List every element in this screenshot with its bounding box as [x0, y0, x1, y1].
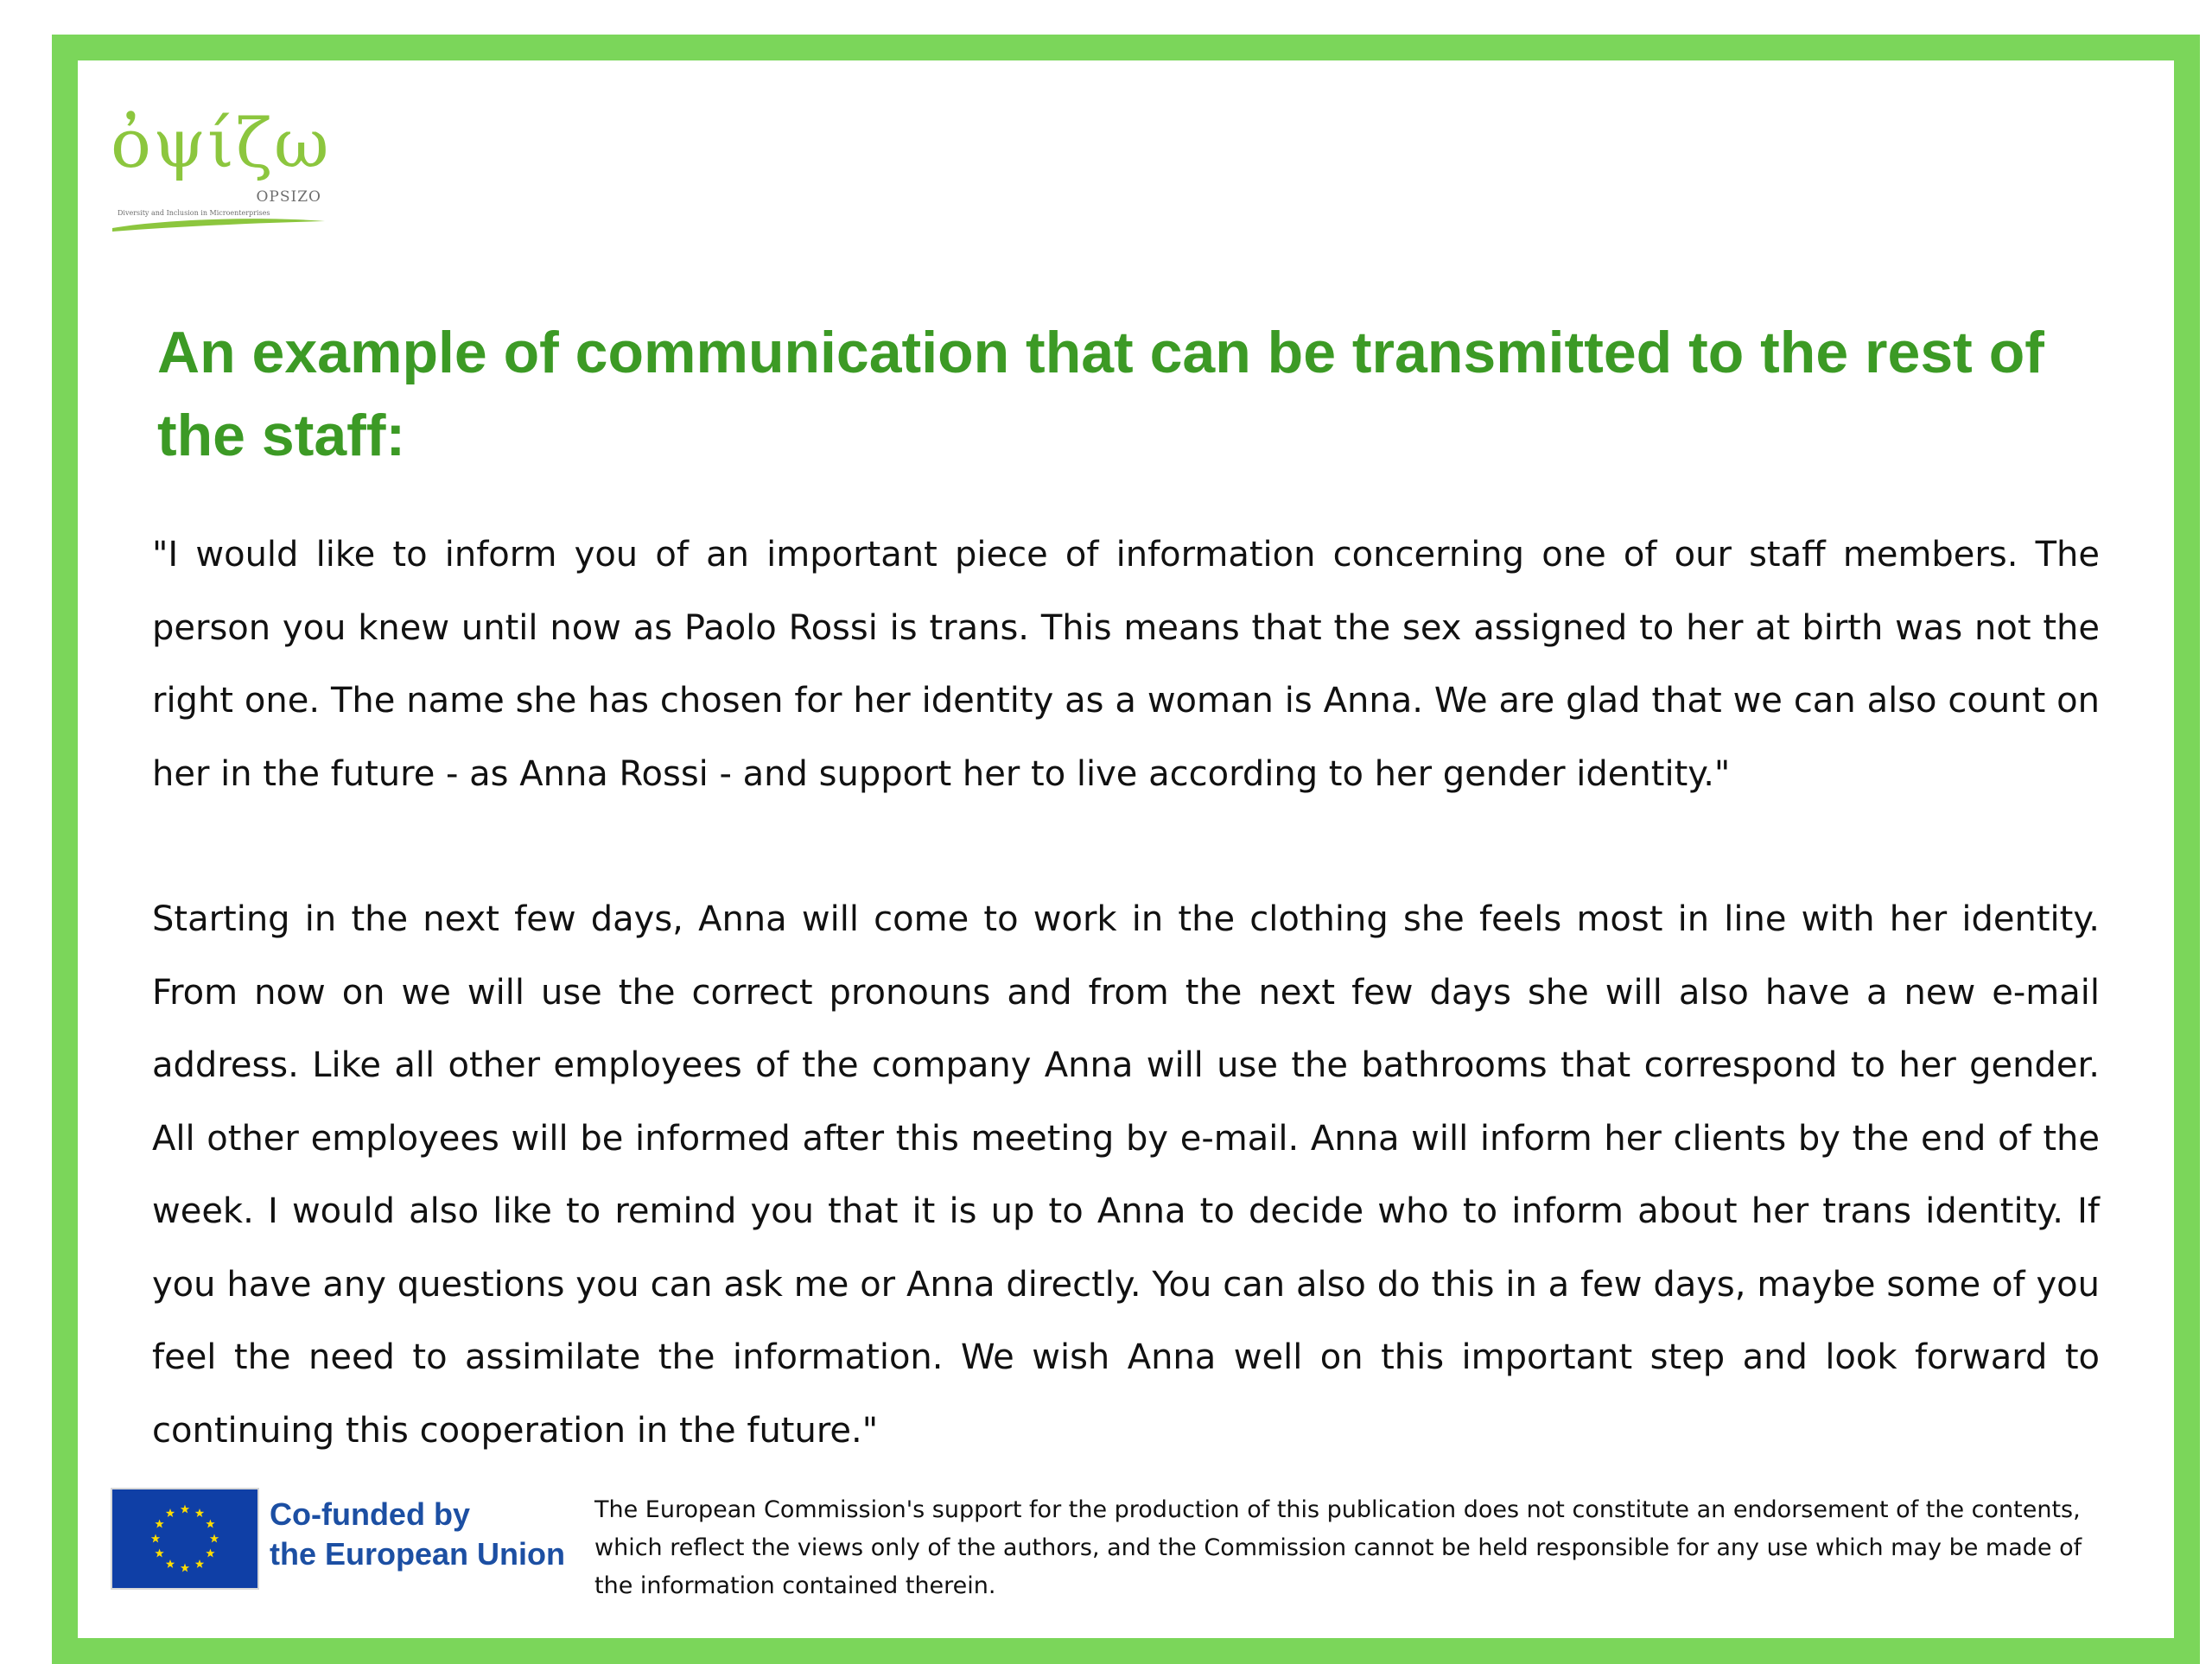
- eu-star-icon: [166, 1559, 175, 1568]
- eu-star-icon: [166, 1508, 175, 1517]
- eu-star-icon: [181, 1505, 189, 1514]
- logo-tagline: Diversity and Inclusion in Microenterprises: [118, 209, 270, 217]
- eu-star-icon: [206, 1549, 214, 1558]
- eu-star-icon: [155, 1520, 163, 1528]
- eu-star-icon: [181, 1564, 189, 1572]
- eu-cofunded-label: [270, 1495, 565, 1574]
- eu-star-icon: [195, 1508, 204, 1517]
- message-paragraph-1: "I would like to inform you of an important piece of information concerning one of our staff members. The person you knew until now as Paolo Rossi is trans. This means that the sex assigned to her at birth was not the right one. The name she has chosen for her identity as a woman is Anna. We are glad that we can also count on her in the future - as Anna Rossi - and support her to live according to her gender identity.": [152, 535, 2100, 794]
- eu-label-line-1: Co-funded by: [270, 1496, 470, 1532]
- logo-name: OPSIZO: [256, 188, 321, 206]
- eu-star-icon: [210, 1534, 219, 1543]
- page-title: An example of communication that can be transmitted to the rest of the staff:: [157, 320, 2044, 468]
- opsizo-logo: [111, 105, 331, 233]
- eu-star-icon: [195, 1559, 204, 1568]
- eu-star-icon: [151, 1534, 160, 1543]
- eu-star-icon: [206, 1520, 214, 1528]
- eu-star-icon: [155, 1549, 163, 1558]
- message-paragraph-2: Starting in the next few days, Anna will come to work in the clothing she feels most in line with her identity. From now on we will use the correct pronouns and from the next few days she will also have a new e-mail address. Like all other employees of the company Anna will use the bathrooms that correspond to her gender. All other employees will be informed after this meeting by e-mail. Anna will inform her clients by the end of the week. I would also like to remind you that it is up to Anna to decide who to inform about her trans identity. If you have any questions you can ask me or Anna directly. You can also do this in a few days, maybe some of you feel the need to assimilate the information. We wish Anna well on this important step and look forward to continuing this cooperation in the future.": [152, 899, 2100, 1451]
- eu-disclaimer: The European Commission's support for the production of this publication does not constitute an endorsement of the contents, which reflect the views only of the authors, and the Commission cannot be held responsible for any use which may be made of the information contained therein.: [594, 1496, 2082, 1599]
- eu-flag-icon: [112, 1489, 257, 1588]
- logo-wordmark: ὀψίζω: [111, 105, 331, 183]
- logo-swoosh-icon: [111, 213, 327, 233]
- eu-label-line-2: the European Union: [270, 1536, 565, 1572]
